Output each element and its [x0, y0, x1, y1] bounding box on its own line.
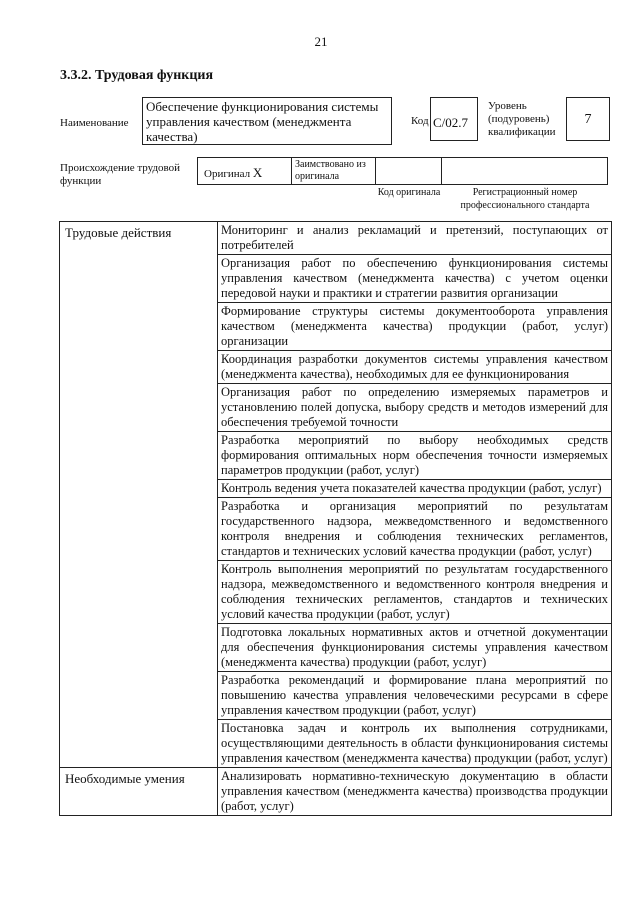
level-label: Уровень (подуровень) квалификации: [488, 100, 556, 138]
original-label: Оригинал: [204, 168, 251, 180]
table-cell: Контроль выполнения мероприятий по результатам государственного надзора, межведомственного и ведомственного контроля внедрения и соблюдения технических регламентов, стандартов и технических условий качества продукции (работ, услуг): [218, 561, 612, 624]
origin-label: Происхождение трудовой функции: [60, 162, 181, 187]
code-value-box: C/02.7: [430, 97, 478, 141]
name-value-box: Обеспечение функционирования системы управления качеством (менеджмента качества): [142, 97, 392, 145]
table-cell: Мониторинг и анализ рекламаций и претензий, поступающих от потребителей: [218, 222, 612, 255]
page-number: 21: [314, 34, 328, 49]
original-cell: [197, 157, 292, 185]
table-cell: Разработка и организация мероприятий по результатам государственного надзора, межведомственного и ведомственного контроля внедрения и соблюдения технических регламентов, стандартов и технических условий качества продукции (работ, услуг): [218, 498, 612, 561]
table-cell: Постановка задач и контроль их выполнения сотрудниками, осуществляющими деятельность в области функционирования системы управления качеством (менеджмента качества) продукции (работ, услуг): [218, 720, 612, 768]
table-cell: Координация разработки документов системы управления качеством (менеджмента качества), необходимых для ее функционирования: [218, 351, 612, 384]
section-heading: Необходимые умения: [60, 768, 218, 816]
section-title: 3.3.2. Трудовая функция: [60, 68, 214, 83]
table-cell: Разработка рекомендаций и формирование плана мероприятий по повышению качества управления человеческими ресурсами в сфере управления качеством продукции (работ, услуг): [218, 672, 612, 720]
table-cell: Формирование структуры системы документооборота управления качеством (менеджмента качества) продукции (работ, услуг) организации: [218, 303, 612, 351]
table-row: [60, 222, 612, 255]
code-origin-caption: Код оригинала: [377, 187, 441, 198]
code-origin-cell: [376, 157, 442, 185]
reg-number-caption: Регистрационный номер профессионального стандарта: [460, 187, 590, 211]
origin-row: [197, 157, 608, 185]
table-cell: Организация работ по обеспечению функционирования системы управления качеством (менеджмента качества) с учетом оценки передовой науки и практики и стратегии развития организации: [218, 255, 612, 303]
name-label: Наименование: [60, 117, 129, 129]
original-mark: X: [252, 165, 263, 180]
table-cell: Организация работ по определению измеряемых параметров и установлению полей допуска, выбору средств и методов измерений для обеспечения требуемой точности: [218, 384, 612, 432]
table-cell: Разработка мероприятий по выбору необходимых средств формирования оптимальных норм обеспечения точности измеряемых параметров продукции (работ, услуг): [218, 432, 612, 480]
reg-number-cell: [442, 157, 608, 185]
table-cell: Подготовка локальных нормативных актов и отчетной документации для обеспечения функционирования системы управления качеством (менеджмента качества) продукции (работ, услуг): [218, 624, 612, 672]
borrowed-cell: Заимствовано из оригинала: [292, 157, 376, 185]
table-cell: Анализировать нормативно-техническую документацию в области управления качеством (менеджмента качества) производства продукции (работ, услуг): [218, 768, 612, 816]
table-row: [60, 768, 612, 816]
code-label: Код: [411, 115, 429, 127]
functions-table: [59, 221, 612, 816]
table-cell: Контроль ведения учета показателей качества продукции (работ, услуг): [218, 480, 612, 498]
section-heading: Трудовые действия: [60, 222, 218, 768]
level-value-box: 7: [566, 97, 610, 141]
